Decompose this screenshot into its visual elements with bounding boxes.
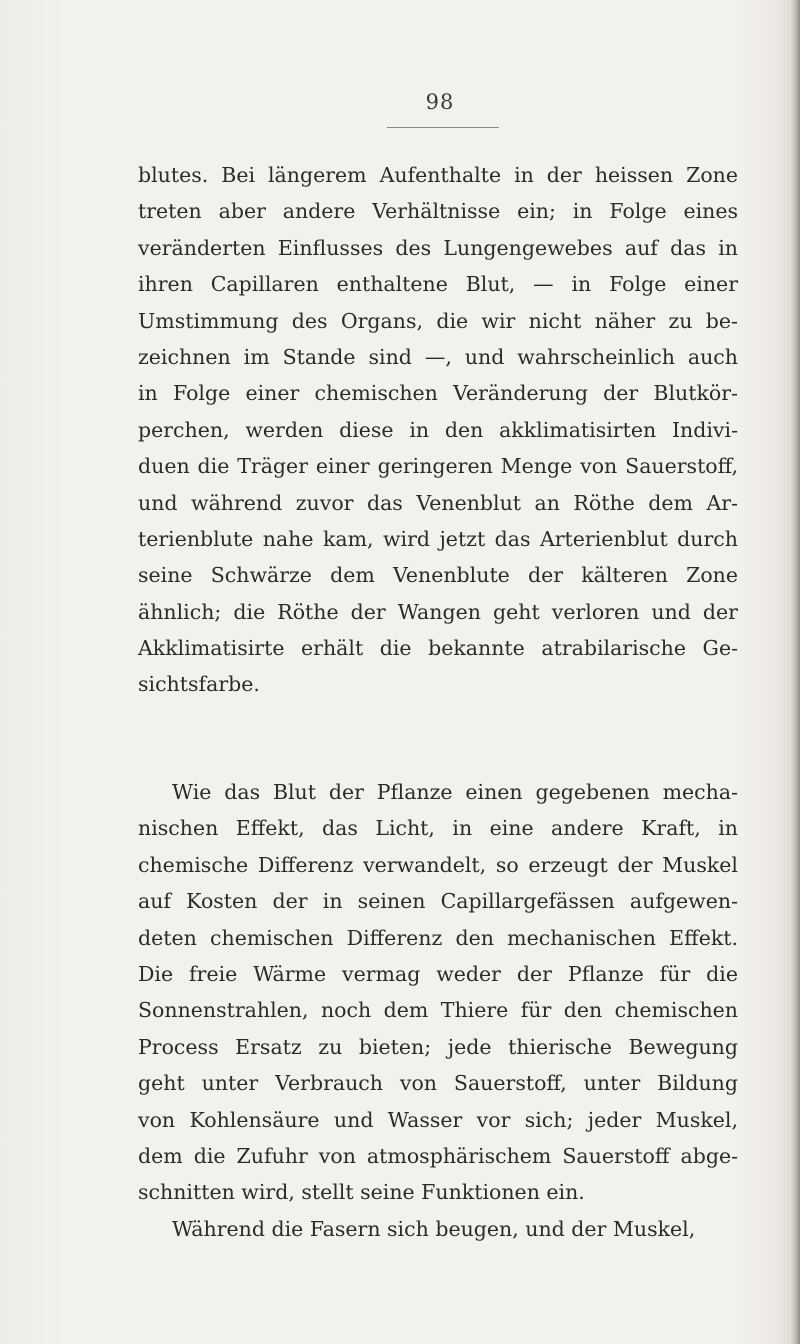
text-line: Während die Fasern sich beugen, und der Muskel,	[172, 1216, 696, 1241]
text-line: Die freie Wärme vermag weder der Pflanze für die	[138, 961, 738, 986]
text-line: terienblute nahe kam, wird jetzt das Arterienblut durch	[138, 526, 738, 551]
text-line: Process Ersatz zu bieten; jede thierische Bewegung	[138, 1034, 738, 1059]
text-line: ähnlich; die Röthe der Wangen geht verloren und der	[138, 599, 738, 624]
text-line: von Kohlensäure und Wasser vor sich; jeder Muskel,	[138, 1107, 738, 1132]
text-line: nischen Effekt, das Licht, in eine andere Kraft, in	[138, 816, 738, 841]
text-line: geht unter Verbrauch von Sauerstoff, unter Bildung	[138, 1071, 738, 1096]
text-line: ihren Capillaren enthaltene Blut, — in Folge einer	[138, 272, 738, 297]
text-line: sichtsfarbe.	[138, 672, 260, 697]
text-line: auf Kosten der in seinen Capillargefässen aufgewen-	[138, 889, 738, 914]
text-line: und während zuvor das Venenblut an Röthe dem Ar-	[138, 490, 738, 515]
text-line: seine Schwärze dem Venenblute der kälteren Zone	[138, 563, 738, 588]
text-line: treten aber andere Verhältnisse ein; in Folge eines	[138, 199, 738, 224]
text-line: Wie das Blut der Pflanze einen gegebenen mecha-	[172, 780, 738, 804]
text-line: Sonnenstrahlen, noch dem Thiere für den chemischen	[138, 998, 738, 1023]
page-number: 98	[425, 90, 455, 114]
text-line: veränderten Einflusses des Lungengewebes auf das in	[138, 235, 738, 260]
page-edge-shadow	[790, 0, 800, 1344]
text-line: dem die Zufuhr von atmosphärischem Sauerstoff abge-	[138, 1143, 738, 1168]
text-line: duen die Träger einer geringeren Menge von Sauerstoff,	[138, 454, 738, 479]
page-number-rule	[387, 127, 499, 128]
text-line: schnitten wird, stellt seine Funktionen ein.	[138, 1180, 585, 1205]
text-line: Akklimatisirte erhält die bekannte atrabilarische Ge-	[138, 636, 738, 661]
text-line: blutes. Bei längerem Aufenthalte in der heissen Zone	[138, 163, 738, 187]
text-line: chemische Differenz verwandelt, so erzeugt der Muskel	[138, 852, 738, 877]
text-line: perchen, werden diese in den akklimatisirten Indivi-	[138, 417, 738, 442]
paragraph-2	[138, 774, 738, 1247]
text-line: Umstimmung des Organs, die wir nicht näher zu be-	[138, 308, 738, 333]
paragraph-1	[138, 157, 738, 703]
text-line: deten chemischen Differenz den mechanischen Effekt.	[138, 925, 738, 950]
text-line: zeichnen im Stande sind —, und wahrscheinlich auch	[138, 344, 738, 369]
text-line: in Folge einer chemischen Veränderung der Blutkör-	[138, 381, 738, 406]
